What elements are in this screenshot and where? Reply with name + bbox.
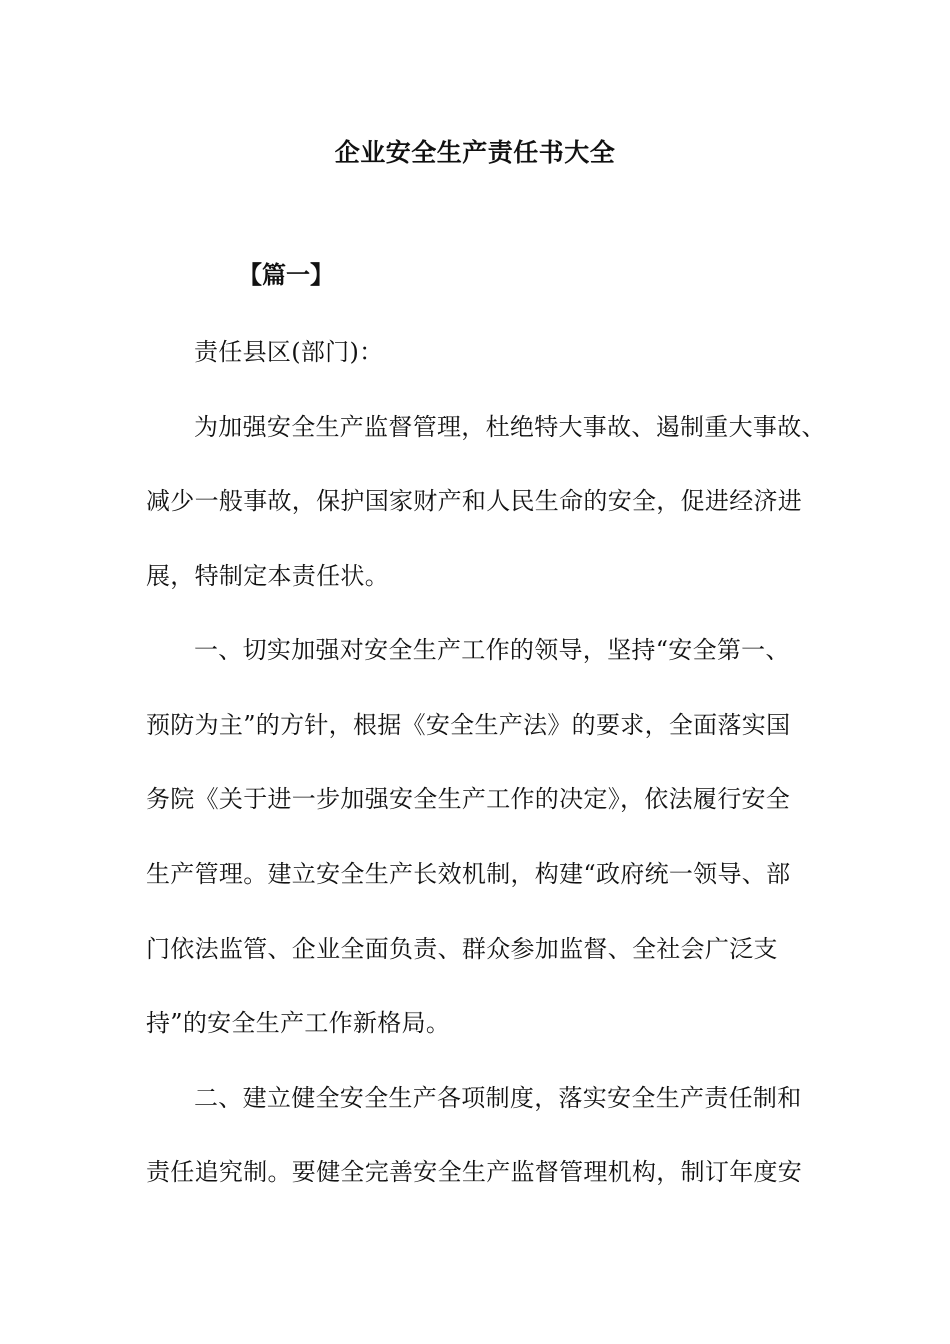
paragraph-line: 责任追究制。要健全完善安全生产监督管理机构，制订年度安 bbox=[146, 1158, 803, 1186]
addressee-line: 责任县区(部门)： bbox=[194, 338, 384, 366]
section-label: 【篇一】 bbox=[238, 261, 334, 289]
document-title: 企业安全生产责任书大全 bbox=[334, 138, 616, 167]
paragraph-line: 持”的安全生产工作新格局。 bbox=[146, 1009, 451, 1037]
paragraph-line: 务院《关于进一步加强安全生产工作的决定》，依法履行安全 bbox=[146, 785, 791, 813]
paragraph-line: 二、建立健全安全生产各项制度，落实安全生产责任制和 bbox=[194, 1084, 802, 1112]
paragraph-line: 门依法监管、企业全面负责、群众参加监督、全社会广泛支 bbox=[146, 935, 778, 963]
paragraph-line: 减少一般事故，保护国家财产和人民生命的安全，促进经济进 bbox=[146, 487, 803, 515]
paragraph-line: 预防为主”的方针，根据《安全生产法》的要求，全面落实国 bbox=[146, 711, 791, 739]
paragraph-line: 展，特制定本责任状。 bbox=[146, 562, 389, 590]
paragraph-line: 为加强安全生产监督管理，杜绝特大事故、遏制重大事故、 bbox=[194, 413, 826, 441]
paragraph-line: 一、切实加强对安全生产工作的领导，坚持“安全第一、 bbox=[194, 636, 790, 664]
paragraph-line: 生产管理。建立安全生产长效机制，构建“政府统一领导、部 bbox=[146, 860, 791, 888]
